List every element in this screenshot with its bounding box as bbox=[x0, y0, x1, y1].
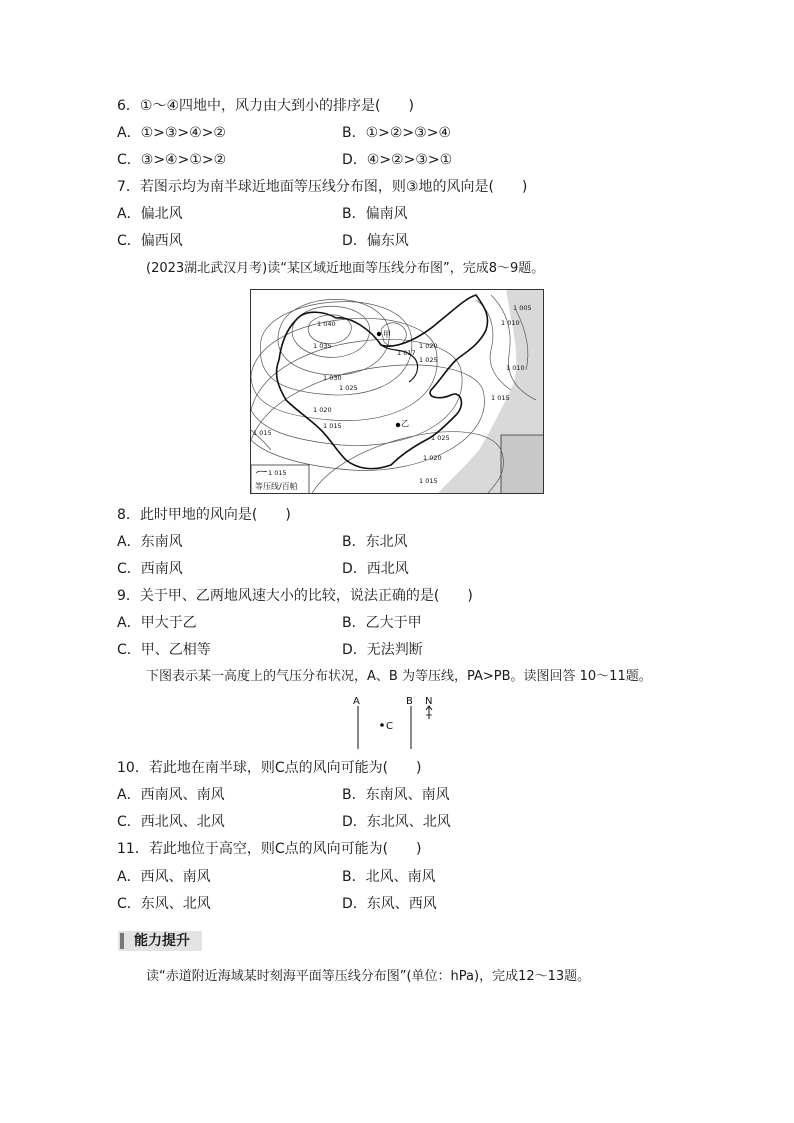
question-8-stem: 8．此时甲地的风向是( ) bbox=[117, 507, 291, 523]
q10-option-a: A．西南风、南风 bbox=[117, 787, 225, 803]
q6-option-c: C．③>④>①>② bbox=[117, 152, 227, 168]
q11-option-c: C．东风、北风 bbox=[117, 896, 211, 912]
line-a-label: A bbox=[353, 696, 360, 707]
section-badge-bar bbox=[120, 933, 124, 949]
q9-option-d: D．无法判断 bbox=[342, 642, 423, 658]
q8-option-c: C．西南风 bbox=[117, 561, 183, 577]
q8-option-b: B．东北风 bbox=[342, 534, 408, 550]
isobar-label: 1 017 bbox=[397, 349, 416, 357]
isobar-label: 1 015 bbox=[419, 477, 438, 485]
q7-option-d: D．偏东风 bbox=[342, 233, 409, 249]
q6-option-b: B．①>②>③>④ bbox=[342, 125, 451, 141]
isobar-label: 1 015 bbox=[253, 429, 272, 437]
q8-option-d: D．西北风 bbox=[342, 561, 409, 577]
point-yi-marker bbox=[396, 423, 400, 427]
q7-option-c: C．偏西风 bbox=[117, 233, 183, 249]
north-arrow-icon bbox=[426, 706, 432, 719]
q10-option-d: D．东北风、北风 bbox=[342, 814, 451, 830]
isobar-map-svg bbox=[251, 290, 544, 494]
q11-option-b: B．北风、南风 bbox=[342, 869, 436, 885]
isobar-label: 1 015 bbox=[323, 422, 342, 430]
q10-option-b: B．东南风、南风 bbox=[342, 787, 450, 803]
isobar-label: 1 025 bbox=[431, 434, 450, 442]
q8-option-a: A．东南风 bbox=[117, 534, 183, 550]
q6-option-a: A．①>③>④>② bbox=[117, 125, 226, 141]
isobar-label: 1 025 bbox=[419, 356, 438, 364]
q7-option-b: B．偏南风 bbox=[342, 206, 408, 222]
q7-option-a: A．偏北风 bbox=[117, 206, 183, 222]
legend-value: 1 015 bbox=[268, 469, 287, 477]
isobar-label: 1 020 bbox=[423, 454, 442, 462]
isobar-label: 1 035 bbox=[313, 342, 332, 350]
isobar-label: 1 010 bbox=[501, 319, 520, 327]
q11-option-a: A．西风、南风 bbox=[117, 869, 211, 885]
point-yi-label: 乙 bbox=[401, 419, 409, 428]
isobar-label: 1 010 bbox=[506, 364, 525, 372]
q6-option-d: D．④>②>③>① bbox=[342, 152, 453, 168]
question-6-stem: 6．①～④四地中，风力由大到小的排序是( ) bbox=[117, 98, 414, 114]
q9-option-c: C．甲、乙相等 bbox=[117, 642, 211, 658]
intro-10-11: 下图表示某一高度上的气压分布状况，A、B 为等压线，PA>PB。读图回答 10～11题。 bbox=[146, 669, 652, 684]
q10-option-c: C．西北风、北风 bbox=[117, 814, 225, 830]
isobar-diagram bbox=[340, 693, 450, 751]
question-11-stem: 11．若此地位于高空，则C点的风向可能为( ) bbox=[117, 841, 422, 857]
section-badge-label: 能力提升 bbox=[134, 933, 190, 949]
point-jia-label: 甲 bbox=[383, 330, 391, 339]
question-9-stem: 9．关于甲、乙两地风速大小的比较，说法正确的是( ) bbox=[117, 588, 473, 604]
q11-option-d: D．东风、西风 bbox=[342, 896, 437, 912]
intro-12-13: 读“赤道附近海域某时刻海平面等压线分布图”(单位：hPa)，完成12～13题。 bbox=[146, 969, 591, 984]
legend-text: 等压线/百帕 bbox=[255, 482, 298, 491]
point-jia-marker bbox=[377, 332, 381, 336]
q9-option-a: A．甲大于乙 bbox=[117, 615, 197, 631]
isobar-map bbox=[250, 289, 544, 494]
north-label: N bbox=[425, 696, 433, 707]
question-10-stem: 10．若此地在南半球，则C点的风向可能为( ) bbox=[117, 760, 422, 776]
point-c-label: C bbox=[386, 721, 393, 732]
isobar-label: 1 020 bbox=[419, 342, 438, 350]
line-b-label: B bbox=[406, 696, 413, 707]
isobar-label: 1 025 bbox=[339, 384, 358, 392]
point-c-marker bbox=[380, 723, 384, 727]
isobar-label: 1 040 bbox=[317, 320, 336, 328]
isobar-label: 1 015 bbox=[491, 394, 510, 402]
isobar-label: 1 030 bbox=[323, 374, 342, 382]
q9-option-b: B．乙大于甲 bbox=[342, 615, 422, 631]
isobar-label: 1 020 bbox=[313, 406, 332, 414]
question-7-stem: 7．若图示均为南半球近地面等压线分布图，则③地的风向是( ) bbox=[117, 179, 528, 195]
intro-8-9: (2023湖北武汉月考)读“某区域近地面等压线分布图”，完成8～9题。 bbox=[146, 261, 545, 276]
isobar-label: 1 005 bbox=[513, 304, 532, 312]
section-badge bbox=[118, 931, 202, 951]
